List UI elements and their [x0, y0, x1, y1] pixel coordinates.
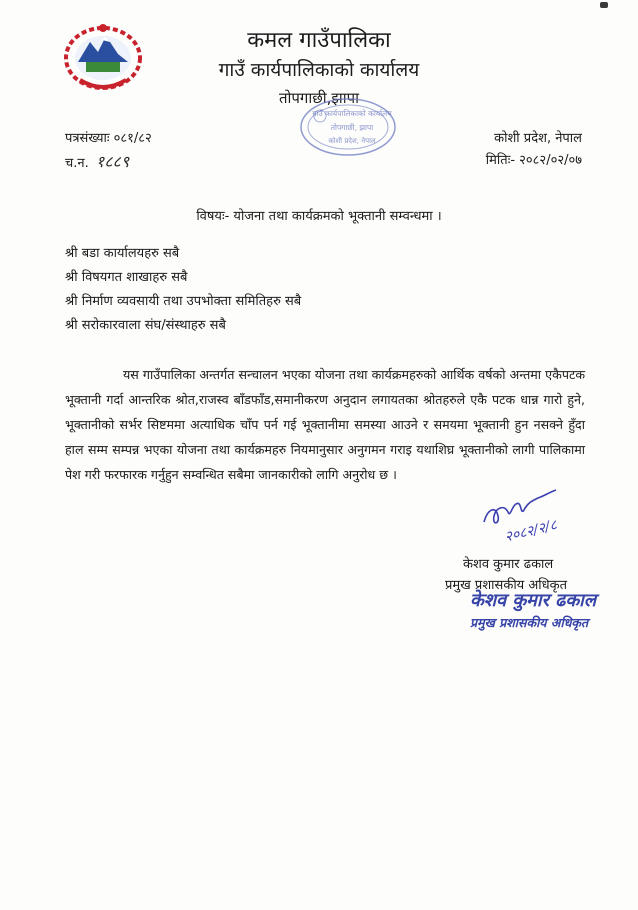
letter-subject: विषयः- योजना तथा कार्यक्रमको भूक्तानी सम्वन्धमा । — [196, 209, 442, 224]
signatory-name: केशव कुमार ढकाल — [463, 557, 554, 572]
office-name: गाउँ कार्यपालिकाको कार्यालय — [218, 59, 420, 81]
signature-date: २०८२/२/८ — [503, 517, 559, 546]
recipient-line: श्री सरोकारवाला संघ/संस्थाहरु सबै — [65, 318, 226, 333]
scan-speck — [600, 2, 608, 8]
handwritten-signature — [478, 486, 578, 546]
letter-number: पत्रसंख्याः ०८१/८२ — [65, 131, 152, 146]
org-name: कमल गाउँपालिका — [247, 28, 391, 53]
dispatch-number-label: च.न. — [65, 156, 89, 171]
letter-date: मितिः- २०८२/०२/०७ — [485, 153, 582, 168]
dispatch-number — [65, 150, 129, 172]
dispatch-number-value: १८८९ — [95, 152, 130, 171]
signatory-designation: प्रमुख प्रशासकीय अधिकृत — [445, 578, 568, 593]
seal-line-3: कोशी प्रदेश, नेपाल — [328, 137, 376, 145]
province: कोशी प्रदेश, नेपाल — [494, 131, 582, 146]
recipient-line: श्री विषयगत शाखाहरु सबै — [65, 270, 188, 285]
seal-line-2: तोपगाछी, झापा — [330, 123, 374, 132]
seal-line-1: गाउँ कार्यपालिकाको कार्यालय — [312, 109, 392, 118]
name-stamp: केशव कुमार ढकाल — [470, 590, 597, 611]
recipient-line: श्री निर्माण व्यवसायी तथा उपभोक्ता समितिहरु सबै — [65, 294, 302, 309]
letter-body-text: यस गाउँपालिका अन्तर्गत सन्चालन भएका योजना तथा कार्यक्रमहरुको आर्थिक वर्षको अन्तमा एकैपटक भूक्तानी गर्दा आन्तरिक श्रोत,राजस्व बाँडफाँड,समानीकरण अनुदान लगायतका श्रोतहरुले एकै पटक धान्न गारो हुने, भूक्तानीको सर्भर सिष्टममा अत्याधिक चाँप पर्न गई भूक्तानीमा समस्या आउने र समयमा भूक्तानी हुन नसक्ने हुँदा हाल सम्म सम्पन्न भएका योजना तथा कार्यक्रमहरु नियमानुसार अनुगमन गराइ यथाशिघ्र भूक्तानीको लागी पालिकामा पेश गरी फरफारक गर्नुहुन सम्वन्धित सबैमा जानकारीको लागि अनुरोध छ । — [65, 367, 585, 482]
recipient-line: श्री बडा कार्यालयहरु सबै — [65, 246, 180, 261]
office-seal-stamp — [298, 96, 398, 158]
designation-stamp: प्रमुख प्रशासकीय अधिकृत — [470, 615, 589, 630]
letter-body — [65, 362, 585, 487]
office-address: तोपगाछी,झापा — [278, 89, 360, 107]
